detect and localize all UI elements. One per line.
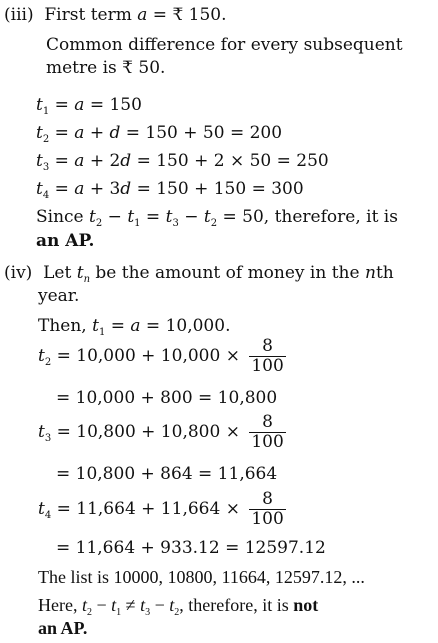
t4-compound-equation: $t_4 = 11,664 + 11,664$ × $\frac{8}{100}$ [38,489,284,529]
t4-denominator: 100 [251,509,284,529]
t2-compound-equation: $t_2 = 10,000 + 10,000$ × $\frac{8}{100}$ [38,336,284,376]
t2-denominator: 100 [251,356,284,376]
common-difference-line-2: metre is ₹ 50. [46,58,166,78]
part-iii-first-term-line [4,4,227,26]
t1-equation: $t_1 = a = 150$ [36,95,142,117]
t3-equation: $t_3 = a + 2d = 150 + 2 \times 50 = 250$ [36,151,329,173]
here-line-1: Here, $t_2 - t_1 \ne t_3 - t_2$, therefore, it is not [38,595,319,618]
then-line: Then, $t_1 = a = 10,000$. [38,316,231,338]
t2-fraction [249,337,285,376]
t4-fraction [249,490,285,529]
since-line-2: an AP. [36,231,95,251]
let-line-render: Let $t_n$ be the amount of money in the nth [37,263,394,285]
part-iii-label: (iii) [4,5,34,25]
let-line-2: year. [38,286,80,306]
t4-equation: $t_4 = a + 3d = 150 + 150 = 300$ [36,179,304,201]
first-term-render: First term a = ₹ 150. [38,5,227,25]
t3-numerator: 8 [262,412,273,432]
t3-denominator: 100 [251,432,284,452]
t3-compound-equation: $t_3 = 10,800 + 10,800$ × $\frac{8}{100}$ [38,412,284,452]
t2-equation: $t_2 = a + d = 150 + 50 = 200$ [36,123,283,145]
t2-numerator: 8 [262,336,273,356]
t3-result: = 10,800 + 864 = 11,664 [56,464,278,484]
t3-fraction [249,413,285,452]
t4-result: = 11,664 + 933.12 = 12597.12 [56,538,326,558]
part-iv-let-line [4,262,394,284]
part-iv-label: (iv) [4,263,33,283]
t2-result: = 10,000 + 800 = 10,800 [56,388,278,408]
common-difference-line-1: Common difference for every subsequent [46,35,403,55]
t4-numerator: 8 [262,489,273,509]
since-line-1: Since $t_2 - t_1 = t_3 - t_2 = 50$, therefore, it is [36,207,398,229]
here-line-2: an AP. [38,618,88,638]
list-line: The list is 10000, 10800, 11664, 12597.12, ... [38,567,365,587]
